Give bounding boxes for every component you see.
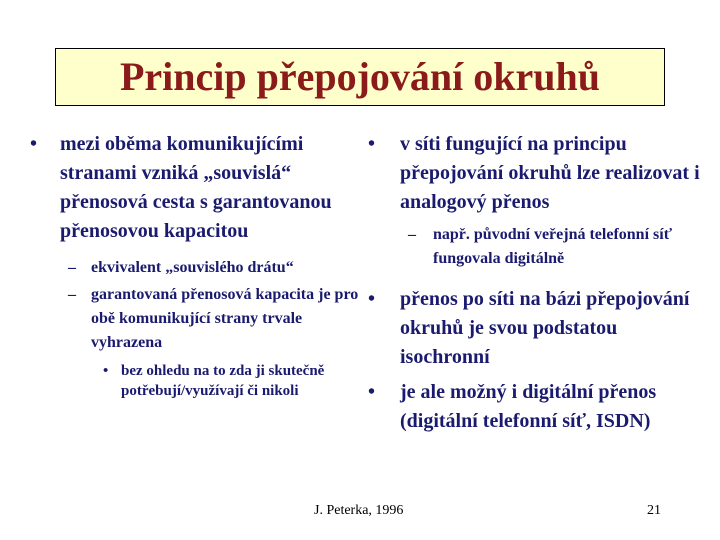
left-bullet-1-text: mezi oběma komunikujícími stranami vzniká „souvislá“ přenosová cesta s garantovanou přenosovou kapacitou [60, 133, 332, 242]
dash-glyph: – [408, 226, 416, 243]
left-sub-bullet-1 [30, 256, 365, 280]
right-bullet-3 [368, 378, 708, 436]
dash-glyph: – [68, 286, 76, 303]
right-bullet-1-text: v síti fungující na principu přepojování okruhů lze realizovat i analogový přenos [400, 133, 700, 213]
bullet-glyph: • [103, 363, 109, 379]
slide-title: Princip přepojování okruhů [119, 54, 601, 99]
page-number: 21 [647, 503, 661, 518]
right-bullet-1 [368, 130, 708, 217]
right-sub-bullet-1 [368, 223, 708, 271]
dash-glyph: – [68, 259, 76, 276]
left-column [30, 130, 365, 401]
left-sub-sub-bullet-1 [30, 361, 365, 401]
bullet-glyph: • [368, 381, 376, 403]
right-sub-bullet-1-text: např. původní veřejná telefonní síť fungovala digitálně [433, 226, 673, 267]
left-sub-bullet-1-text: ekvivalent „souvislého drátu“ [91, 259, 294, 276]
left-sub-bullet-2-text: garantovaná přenosová kapacita je pro obě komunikující strany trvale vyhrazena [91, 286, 359, 351]
left-sub-sub-bullet-1-text: bez ohledu na to zda ji skutečně potřebují/využívají či nikoli [121, 363, 325, 399]
bullet-glyph: • [368, 288, 376, 310]
footer-author: J. Peterka, 1996 [314, 503, 404, 518]
left-bullet-1 [30, 130, 365, 246]
bullet-glyph: • [30, 133, 38, 155]
left-sub-bullet-2 [30, 283, 365, 355]
right-bullet-2 [368, 285, 708, 372]
right-bullet-2-text: přenos po síti na bázi přepojování okruhů je svou podstatou isochronní [400, 288, 690, 368]
bullet-glyph: • [368, 133, 376, 155]
right-bullet-3-text: je ale možný i digitální přenos (digitální telefonní síť, ISDN) [400, 381, 657, 432]
title-box [55, 48, 665, 106]
right-column [368, 130, 708, 442]
